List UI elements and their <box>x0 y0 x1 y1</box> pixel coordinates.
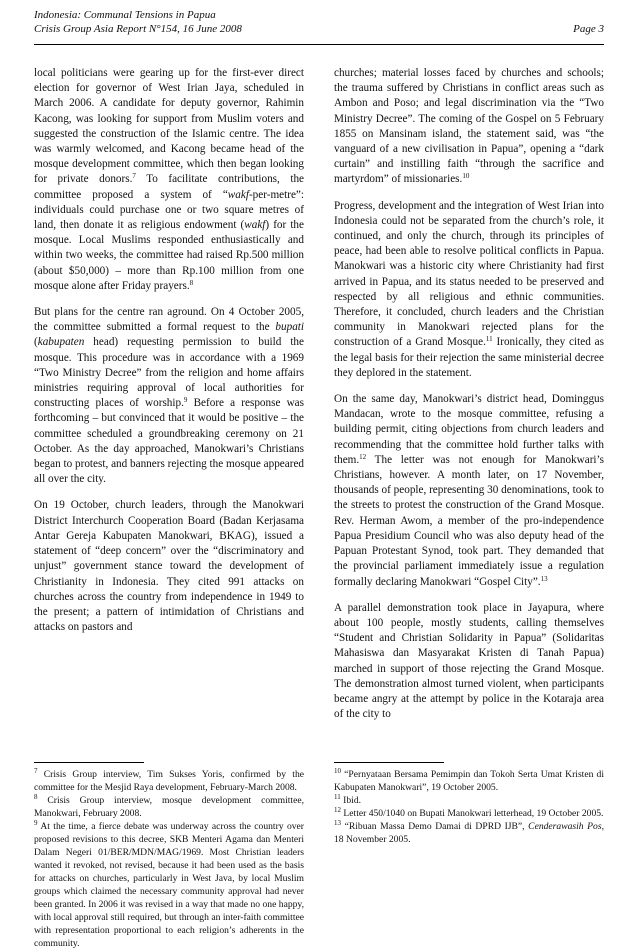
paragraph: local politicians were gearing up for the first-ever direct election for governor of West Irian Jaya, scheduled in March 2006. A candidate for deputy governor, Rahimin Kacong, was looking for support from Muslim voters and suggested the construction of the Islamic centre. The idea was warmly welcomed, and Kacong became head of the mosque development committee, which then began looking for private donors.$^7$ To facilitate contributions, the committee proposed a system of “wakf-per-metre”: individuals could purchase one or two square metres of land, then donate it as religious endowment (wakf) for the mosque. Local Muslims responded enthusiastically and within two weeks, the committee had raised Rp.500 million (about $50,000) – more than Rp.100 million from one mosque alone after Friday prayers.$^8$ <box>34 67 305 292</box>
left-footnotes <box>34 768 304 950</box>
paragraph: A parallel demonstration took place in Jayapura, where about 100 people, mostly students, calling themselves “Student and Christian Solidarity in Papua” (Solidaritas Mahasiswa dan Masyarakat Kristen di Tanah Papua) marched in support of those rejecting the Grand Mosque. The demonstration almost turned violent, when participants became angry at the attempt by police in the Kotaraja area of the city to <box>334 601 604 721</box>
footnote-ref[interactable]: 9 <box>183 396 188 405</box>
footnote: $^{11}$ Ibid. <box>334 793 362 806</box>
footnote-ref[interactable]: 8 <box>189 278 194 287</box>
footnote: $^8$ Crisis Group interview, mosque development committee, Manokwari, February 2008. <box>34 793 304 819</box>
footnote-ref[interactable]: 13 <box>540 574 548 583</box>
footnote: $^{12}$ Letter 450/1040 on Bupati Manokwari letterhead, 19 October 2005. <box>334 806 604 819</box>
paragraph: Progress, development and the integration of West Irian into Indonesia could not be separated from the church’s role, it continued, and only the church, through its principles of peace, had been able to resolve political conflicts in Papua. Manokwari was a historic city where Christianity had first arrived in Papua, and its status needed to be preserved and respected by all religious and ethnic communities. Therefore, it concluded, church leaders and the Christian community in Manokwari rejected plans for the construction of a Grand Mosque.$^{11}$ Ironically, they cited as the legal basis for their rejection the same ministerial decree they deplored in the statement. <box>334 199 604 379</box>
paragraph: On 19 October, church leaders, through the Manokwari District Interchurch Cooperation Board (Badan Kerjasama Antar Gereja Kabupaten Manokwari, BKAG), issued a statement of “deep concern” over the “discriminatory and unjust” government stance toward the development of Christianity in Indonesia. They cited 991 attacks on churches across the country from independence in 1949 to the present; a pattern of intimidation of Christians and attacks on pastors and <box>34 499 304 634</box>
footnote: $^{10}$ “Pernyataan Bersama Pemimpin dan Tokoh Serta Umat Kristen di Kabupaten Manokwari”, 19 October 2005. <box>334 767 605 793</box>
footnote: $^{13}$ “Ribuan Massa Demo Damai di DPRD IJB”, Cenderawasih Pos, 18 November 2005. <box>334 819 604 845</box>
footnote-rule <box>34 762 144 763</box>
header-report-number: Crisis Group Asia Report N°154, 16 June 2008 <box>34 23 242 35</box>
footnote: $^7$ Crisis Group interview, Tim Sukses Yoris, confirmed by the committee for the Mesjid Raya development, February-March 2008. <box>34 767 304 793</box>
paragraph: On the same day, Manokwari’s district head, Dominggus Mandacan, wrote to the mosque committee, refusing a building permit, citing objections from church leaders and recommending that the committee hold further talks with them.$^{12}$ The letter was not enough for Manokwari’s Christians, however. A month later, on 17 November, thousands of people, representing 30 denominations, took to the streets to protest the construction of the Grand Mosque. Rev. Herman Awom, a member of the pro-independence Papua Presidium Council who was also deputy head of the Papuan Protestant Synod, took part. They demanded that the provincial parliament immediately issue a regulation formally declaring Manokwari “Gospel City”.$^{13}$ <box>334 393 605 588</box>
header-report-title: Indonesia: Communal Tensions in Papua <box>34 9 216 21</box>
footnote: $^9$ At the time, a fierce debate was underway across the country over proposed revisions to this decree, SKB Menteri Agama dan Menteri Dalam Negeri 01/BER/MDN/MAG/1969. Most Christian leaders wanted it revoked, not revised, because it had been used as the basis for attacks on churches, particularly in West Java, by local Muslim groups which claimed the necessary community approval had never been granted. In 2006 it was revised in a way that made no one happy, with local approval still required, but through an inter-faith committee with representation proportional to each religion’s adherents in the community. <box>34 819 304 949</box>
paragraph: churches; material losses faced by churches and schools; the trauma suffered by Christians in conflict areas such as Ambon and Poso; and legal discrimination via the “Two Ministry Decree”. The coming of the Gospel on 5 February 1855 on Mansinam island, the statement said, was “the vanguard of a new civilisation in Papua”, opening a “dark curtain” and instilling faith “through the sacrifice and martyrdom” of missionaries.$^{10}$ <box>334 67 604 186</box>
footnote-ref[interactable]: 12 <box>359 452 367 461</box>
footnote-rule <box>334 762 444 763</box>
right-footnotes <box>334 768 604 846</box>
footnote-ref[interactable]: 11 <box>485 335 493 344</box>
running-header <box>34 8 604 36</box>
left-column <box>34 66 304 646</box>
header-rule <box>34 44 604 45</box>
paragraph: But plans for the centre ran aground. On 4 October 2005, the committee submitted a formal request to the bupati (kabupaten head) requesting permission to build the mosque. This procedure was in accordance with a 1969 “Two Ministry Decree” from the religion and home affairs ministries requiring approval of local authorities for constructing places of worship.$^9$ Before a response was forthcoming – but convinced that it would be positive – the committee scheduled a groundbreaking ceremony on 21 October. As the day approached, Manokwari’s Christians began to protest, and banners rejecting the mosque appeared all over the city. <box>34 306 304 486</box>
right-column <box>334 66 604 733</box>
page-number: Page 3 <box>573 23 604 35</box>
footnote-ref[interactable]: 10 <box>462 172 470 181</box>
footnote-ref[interactable]: 7 <box>132 172 136 181</box>
